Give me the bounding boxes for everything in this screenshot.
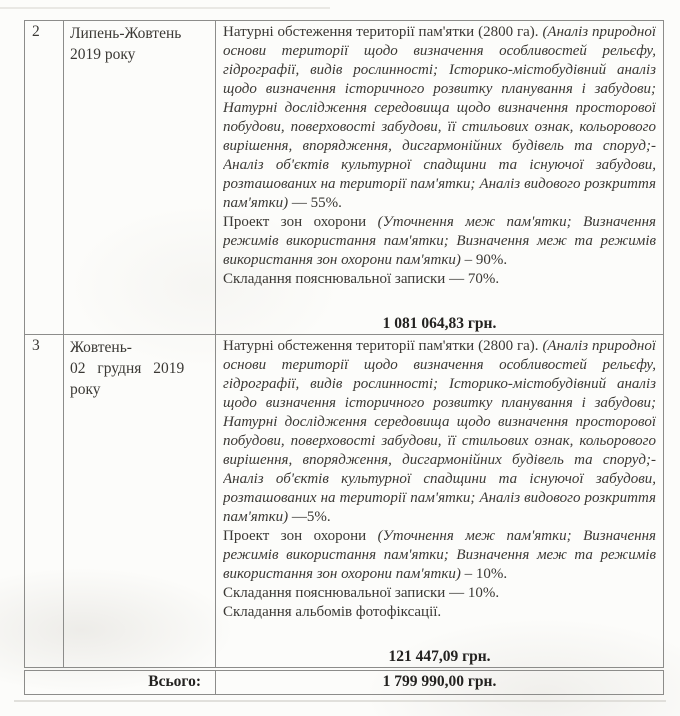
total-label-cell [25, 669, 216, 695]
work-paragraph-photofixation: Складання альбомів фотофіксації. [223, 604, 442, 620]
total-amount: 1 799 990,00 грн. [382, 673, 497, 690]
period-line: Липень-Жовтень [70, 25, 182, 42]
work-description-cell [216, 335, 664, 670]
period-line: року [70, 381, 101, 398]
work-text: Натурні обстеження території пам'ятки (2800 га). [223, 338, 543, 354]
work-text: Проект зон охорони [223, 528, 378, 544]
row-number-cell [25, 21, 64, 335]
row-number: 2 [32, 23, 40, 40]
work-paragraph-survey [223, 337, 656, 527]
total-row [25, 669, 664, 695]
work-description [223, 337, 656, 666]
work-percent: —5%. [288, 509, 331, 525]
work-text-italic: (Уточнення меж пам'ятки; Визначення режимів використання пам'ятки; Визначення меж та режимів використання зон охорони пам'ятки) [223, 528, 656, 582]
period-cell [64, 335, 216, 670]
work-stages-table [24, 20, 664, 695]
work-description [223, 23, 656, 333]
row-number: 3 [32, 337, 40, 354]
stage-amount: 121 447,09 грн. [388, 648, 491, 665]
period-line: Жовтень- [70, 339, 132, 356]
work-percent: – 90%. [460, 252, 508, 268]
table-row-stage-3 [25, 335, 664, 670]
work-paragraph-note: Складання пояснювальної записки — 10%. [223, 585, 500, 601]
total-amount-cell [216, 669, 664, 695]
work-text-italic: (Уточнення меж пам'ятки; Визначення режимів використання пам'ятки; Визначення меж та режимів використання зон охорони пам'ятки) [223, 214, 656, 268]
work-paragraph-protection-zones [223, 213, 656, 270]
work-text: Натурні обстеження території пам'ятки (2800 га). [223, 24, 543, 40]
scan-artifact-line-top [0, 7, 330, 9]
work-text-italic: (Аналіз природної основи території щодо визначення особливостей рельєфу, гідрографії, видів рослинності; Історико-містобудівний аналіз щодо визначення історичного розвитку планування і забудови; Натурні дослідження середовища щодо визначення просторової побудови, поверховості забудови, її стильових ознак, кольорового вирішення, впорядження, дисгармонійних будівель та споруд;- Аналіз об'єктів культурної спадщини та існуючої забудови, розташованих на території пам'ятки; Аналіз видового розкриття пам'ятки) [223, 338, 656, 525]
work-percent: — 55%. [288, 195, 342, 211]
work-paragraph-protection-zones [223, 527, 656, 584]
total-label: Всього: [148, 673, 201, 690]
work-description-cell [216, 21, 664, 335]
period-line: 02 грудня 2019 [70, 360, 185, 377]
scan-artifact-line-bottom [14, 700, 666, 702]
stage-amount: 1 081 064,83 грн. [382, 315, 497, 332]
table-row-stage-2 [25, 21, 664, 335]
work-paragraph-note: Складання пояснювальної записки — 70%. [223, 271, 500, 287]
work-percent: – 10%. [460, 566, 508, 582]
period-cell [64, 21, 216, 335]
work-text: Проект зон охорони [223, 214, 378, 230]
work-text-italic: (Аналіз природної основи території щодо визначення особливостей рельєфу, гідрографії, видів рослинності; Історико-містобудівний аналіз щодо визначення історичного розвитку планування і забудови; Натурні дослідження середовища щодо визначення просторової побудови, поверховості забудови, її стильових ознак, кольорового вирішення, впорядження, дисгармонійних будівель та споруд;- Аналіз об'єктів культурної спадщини та існуючої забудови, розташованих на території пам'ятки; Аналіз видового розкриття пам'ятки) [223, 24, 656, 211]
period-line: 2019 року [70, 46, 136, 63]
row-number-cell [25, 335, 64, 670]
work-paragraph-survey [223, 23, 656, 213]
